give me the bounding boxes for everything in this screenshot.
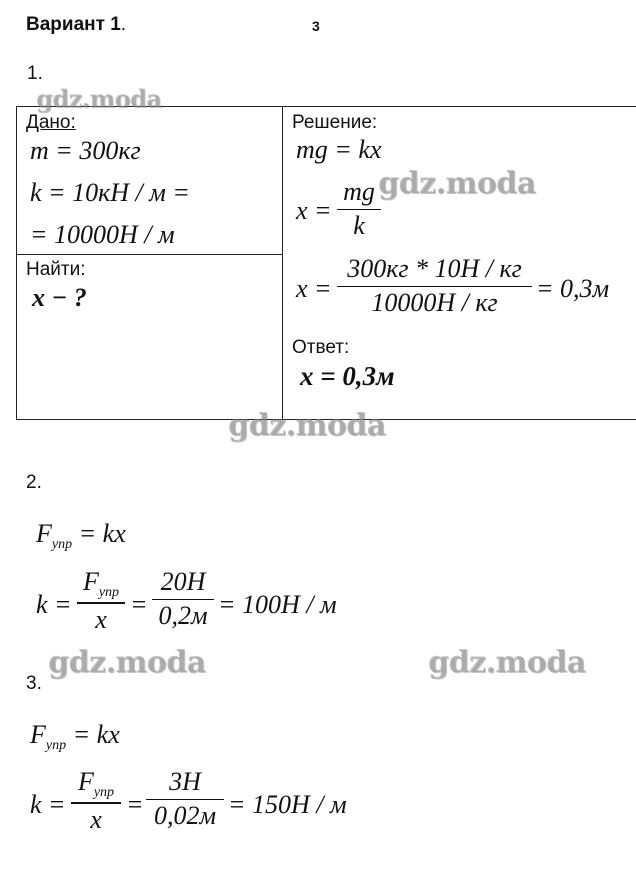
- fraction-numerator: mg: [343, 177, 375, 206]
- table-given-divider: [16, 254, 282, 255]
- problem-1-number: 1.: [27, 63, 43, 84]
- given-stiffness-converted: = 10000Н / м: [30, 220, 175, 249]
- force-subscript: упр: [51, 537, 73, 552]
- eq1-rest: = kx: [72, 720, 120, 749]
- watermark: gdz.moda: [378, 166, 536, 201]
- eq1-rest: = kx: [78, 519, 126, 548]
- fraction-bar: [337, 286, 532, 288]
- problem-3-eq2-equals: =: [126, 790, 144, 819]
- problem-2-eq2-fraction-1: [77, 568, 125, 634]
- solution-eq1: mg = kx: [296, 135, 382, 164]
- problem-2-eq2-equals: =: [130, 590, 148, 619]
- force-subscript: упр: [45, 738, 67, 753]
- fraction-denominator: k: [353, 211, 365, 241]
- fraction-denominator: x: [95, 604, 107, 634]
- table-left-border: [16, 106, 17, 420]
- solution-eq3-right: = 0,3м: [536, 274, 610, 303]
- problem-2-eq2-fraction-2: [152, 568, 214, 631]
- answer-label: Ответ:: [292, 337, 350, 358]
- problem-3-eq2-fraction-1: [71, 768, 121, 834]
- watermark: gdz.moda: [228, 408, 386, 443]
- problem-2-eq2-left: k =: [36, 590, 72, 619]
- fraction-bar: [337, 209, 381, 211]
- solution-label: Решение:: [292, 112, 378, 133]
- fraction-bar: [71, 802, 121, 804]
- given-label: Дано:: [26, 112, 76, 133]
- solution-eq3-fraction: [337, 255, 532, 318]
- fraction-numerator: 300кг * 10Н / кг: [347, 254, 522, 283]
- fraction-numerator: 20Н: [160, 567, 206, 596]
- problem-3-eq1: [30, 720, 120, 754]
- fraction-numerator: $F_{упр}$: [82, 567, 120, 600]
- problem-2-number: 2.: [26, 472, 42, 493]
- solution-eq2-fraction: [337, 178, 381, 241]
- solution-eq3-left: x =: [296, 274, 332, 303]
- find-line: x − ?: [32, 283, 87, 312]
- fraction-bar: [146, 799, 224, 801]
- page-number: 3: [312, 18, 320, 34]
- fraction-denominator: 10000Н / кг: [371, 288, 498, 318]
- variant-title: Вариант 1.: [26, 14, 127, 35]
- problem-2-eq1: [36, 519, 126, 553]
- answer-line: x = 0,3м: [300, 361, 395, 391]
- fraction-denominator: 0,02м: [153, 801, 217, 831]
- problem-3-eq2-right: = 150Н / м: [228, 790, 347, 819]
- fraction-bar: [152, 599, 214, 601]
- fraction-numerator: 3Н: [169, 767, 201, 796]
- watermark: gdz.moda: [36, 84, 162, 113]
- watermark: gdz.moda: [428, 645, 586, 680]
- find-label: Найти:: [26, 259, 86, 280]
- problem-3-eq2-left: k =: [30, 790, 66, 819]
- given-mass: m = 300кг: [30, 136, 141, 165]
- fraction-bar: [77, 602, 125, 604]
- given-stiffness: k = 10кН / м =: [30, 178, 190, 207]
- problem-2-eq2-right: = 100Н / м: [218, 590, 337, 619]
- force-symbol: F: [30, 720, 46, 749]
- solution-eq2-left: x =: [296, 196, 332, 225]
- table-middle-border: [282, 106, 283, 420]
- fraction-numerator: $F_{упр}$: [77, 767, 115, 800]
- fraction-denominator: 0,2м: [158, 601, 208, 631]
- watermark: gdz.moda: [48, 645, 206, 680]
- problem-3-eq2-fraction-2: [146, 768, 224, 831]
- force-symbol: F: [36, 519, 52, 548]
- problem-3-number: 3.: [26, 673, 42, 694]
- fraction-denominator: x: [90, 804, 102, 834]
